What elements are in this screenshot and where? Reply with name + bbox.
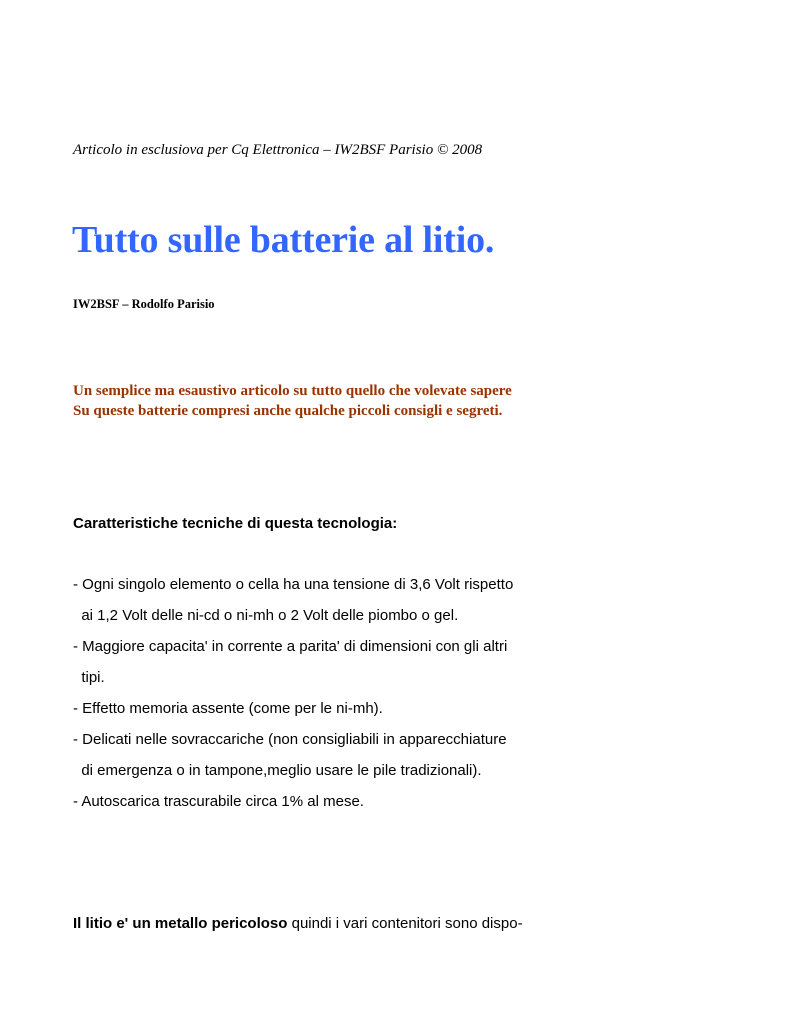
intro-line: Un semplice ma esaustivo articolo su tutto quello che volevate sapere bbox=[73, 383, 512, 399]
bullet-line: - Effetto memoria assente (come per le ni-mh). bbox=[73, 700, 383, 717]
closing-paragraph bbox=[73, 915, 523, 932]
bullet-line: - Delicati nelle sovraccariche (non consigliabili in apparecchiature bbox=[73, 731, 507, 748]
bullet-line: - Maggiore capacita' in corrente a parita' di dimensioni con gli altri bbox=[73, 638, 508, 655]
section-heading: Caratteristiche tecniche di questa tecnologia: bbox=[73, 515, 398, 532]
header-line: Articolo in esclusiova per Cq Elettronica – IW2BSF Parisio © 2008 bbox=[73, 142, 483, 158]
intro-line: Su queste batterie compresi anche qualche piccoli consigli e segreti. bbox=[73, 403, 503, 419]
bullet-line: ai 1,2 Volt delle ni-cd o ni-mh o 2 Volt delle piombo o gel. bbox=[73, 607, 459, 624]
bullet-line: di emergenza o in tampone,meglio usare le pile tradizionali). bbox=[73, 762, 482, 779]
bullet-line: tipi. bbox=[73, 669, 105, 686]
closing-bold-text: Il litio e' un metallo pericoloso bbox=[73, 915, 288, 932]
author-line: IW2BSF – Rodolfo Parisio bbox=[73, 297, 215, 311]
document-title: Tutto sulle batterie al litio. bbox=[72, 219, 495, 261]
bullet-line: - Autoscarica trascurabile circa 1% al mese. bbox=[73, 793, 364, 810]
bullet-line: - Ogni singolo elemento o cella ha una tensione di 3,6 Volt rispetto bbox=[73, 576, 514, 593]
closing-normal-text: quindi i vari contenitori sono dispo- bbox=[287, 915, 523, 932]
